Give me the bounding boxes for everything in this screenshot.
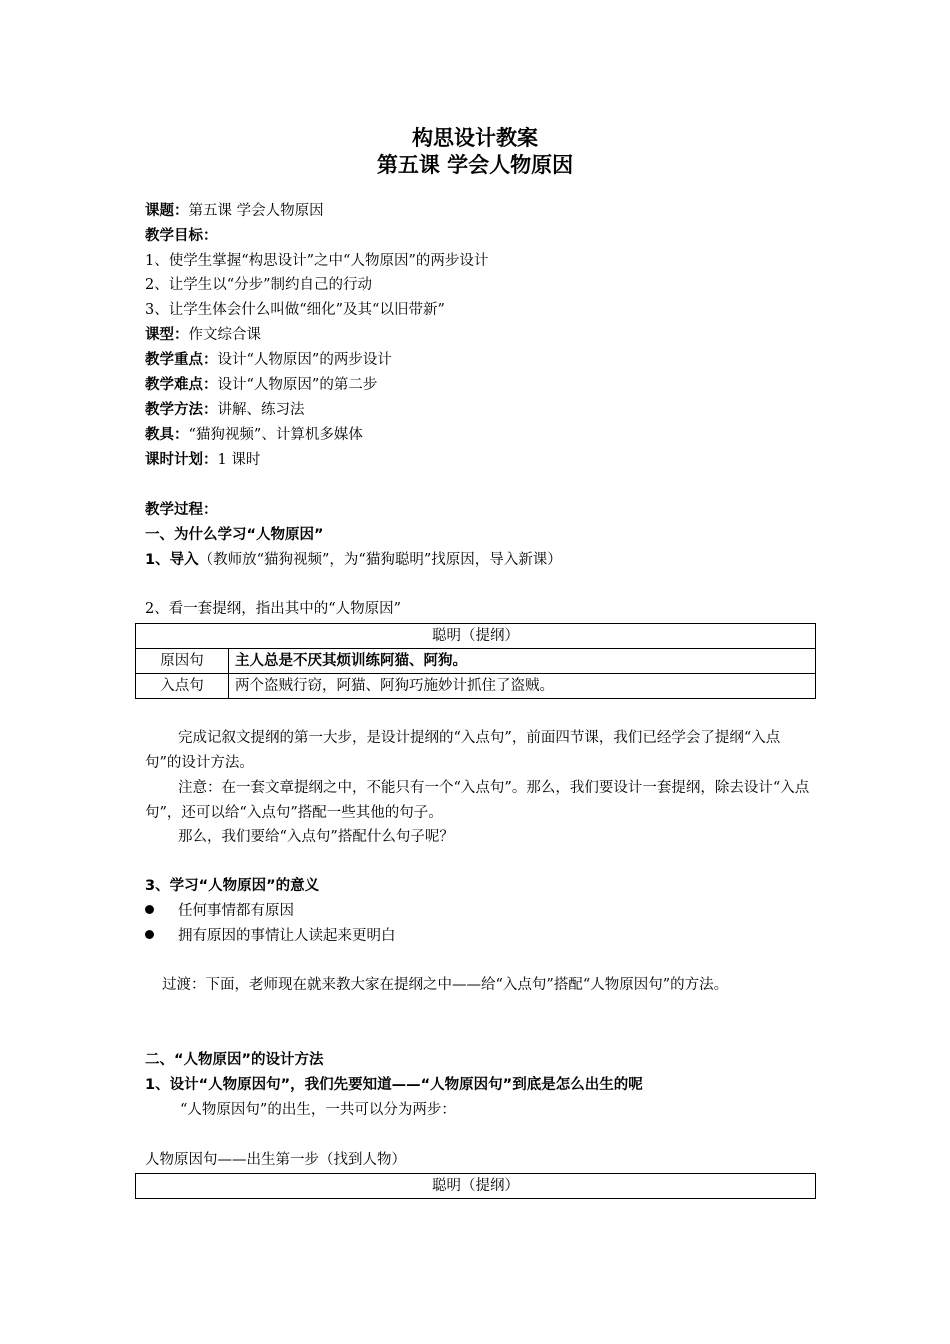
topic-label: 课题： (145, 203, 189, 219)
focus-line (145, 349, 392, 371)
table-row (136, 649, 816, 674)
type-line (145, 324, 261, 346)
row-content: 两个盗贼行窃，阿猫、阿狗巧施妙计抓住了盗贼。 (229, 674, 816, 699)
goals-label: 教学目标： (145, 228, 218, 244)
row-label: 原因句 (136, 649, 229, 674)
row-label: 入点句 (136, 674, 229, 699)
hours-label: 课时计划： (145, 452, 218, 468)
goal-item: 3、让学生体会什么叫做“细化”及其“以旧带新” (145, 302, 445, 318)
topic-value: 第五课 学会人物原因 (188, 203, 324, 219)
section1-heading: 一、为什么学习“人物原因” (145, 527, 324, 543)
paragraph: 完成记叙文提纲的第一大步，是设计提纲的“入点句”，前面四节课，我们已经学会了提纲“入点句”的设计方法。 (145, 730, 781, 771)
paragraph: 那么，我们要给“入点句”搭配什么句子呢？ (178, 829, 454, 845)
tools-line (145, 424, 363, 446)
topic-line (145, 200, 324, 222)
step2-line: 2、看一套提纲，指出其中的“人物原因” (145, 601, 402, 617)
table-header-row (136, 1174, 816, 1199)
doc-title: 构思设计教案 (412, 126, 538, 150)
difficulty-line (145, 374, 377, 396)
hours-value: 1 课时 (217, 452, 261, 468)
table-header: 聪明（提纲） (136, 624, 816, 649)
table-header-row (136, 624, 816, 649)
method-label: 教学方法： (145, 402, 218, 418)
goal-item: 1、使学生掌握“构思设计”之中“人物原因”的两步设计 (145, 253, 489, 269)
type-value: 作文综合课 (188, 327, 261, 343)
method-value: 讲解、练习法 (217, 402, 305, 418)
section3-heading: 3、学习“人物原因”的意义 (145, 878, 320, 894)
difficulty-value: 设计“人物原因”的第二步 (217, 377, 378, 393)
table-header: 聪明（提纲） (136, 1174, 816, 1199)
step1-note: （教师放“猫狗视频”，为“猫狗聪明”找原因，导入新课） (198, 552, 562, 568)
list-item: 拥有原因的事情让人读起来更明白 (145, 925, 396, 947)
step-title: 人物原因句——出生第一步（找到人物） (145, 1152, 406, 1168)
transition-paragraph: 过渡：下面，老师现在就来教大家在提纲之中——给“入点句”搭配“人物原因句”的方法。 (162, 977, 729, 993)
row-content: 主人总是不厌其烦训练阿猫、阿狗。 (229, 649, 816, 674)
step1-line (145, 549, 562, 571)
doc-subtitle: 第五课 学会人物原因 (376, 153, 574, 177)
outline-table (135, 1173, 816, 1199)
section2-sub1-text: “人物原因句”的出生，一共可以分为两步： (180, 1102, 456, 1118)
focus-label: 教学重点： (145, 352, 218, 368)
type-label: 课型： (145, 327, 189, 343)
table-row (136, 674, 816, 699)
goal-item: 2、让学生以“分步”制约自己的行动 (145, 277, 373, 293)
focus-value: 设计“人物原因”的两步设计 (217, 352, 392, 368)
tools-value: “猫狗视频”、计算机多媒体 (188, 427, 363, 443)
bullet-icon (145, 930, 154, 939)
difficulty-label: 教学难点： (145, 377, 218, 393)
paragraph: 注意：在一套文章提纲之中，不能只有一个“入点句”。那么，我们要设计一套提纲，除去设计“入点句”，还可以给“入点句”搭配一些其他的句子。 (145, 780, 810, 821)
outline-table (135, 623, 816, 699)
tools-label: 教具： (145, 427, 189, 443)
process-heading: 教学过程： (145, 502, 218, 518)
hours-line (145, 449, 260, 471)
section2-sub1: 1、设计“人物原因句”，我们先要知道——“人物原因句”到底是怎么出生的呢 (145, 1077, 643, 1093)
method-line (145, 399, 305, 421)
section2-heading: 二、“人物原因”的设计方法 (145, 1052, 324, 1068)
list-item: 任何事情都有原因 (145, 900, 294, 922)
step1-label: 1、导入 (145, 552, 199, 568)
bullet-icon (145, 905, 154, 914)
